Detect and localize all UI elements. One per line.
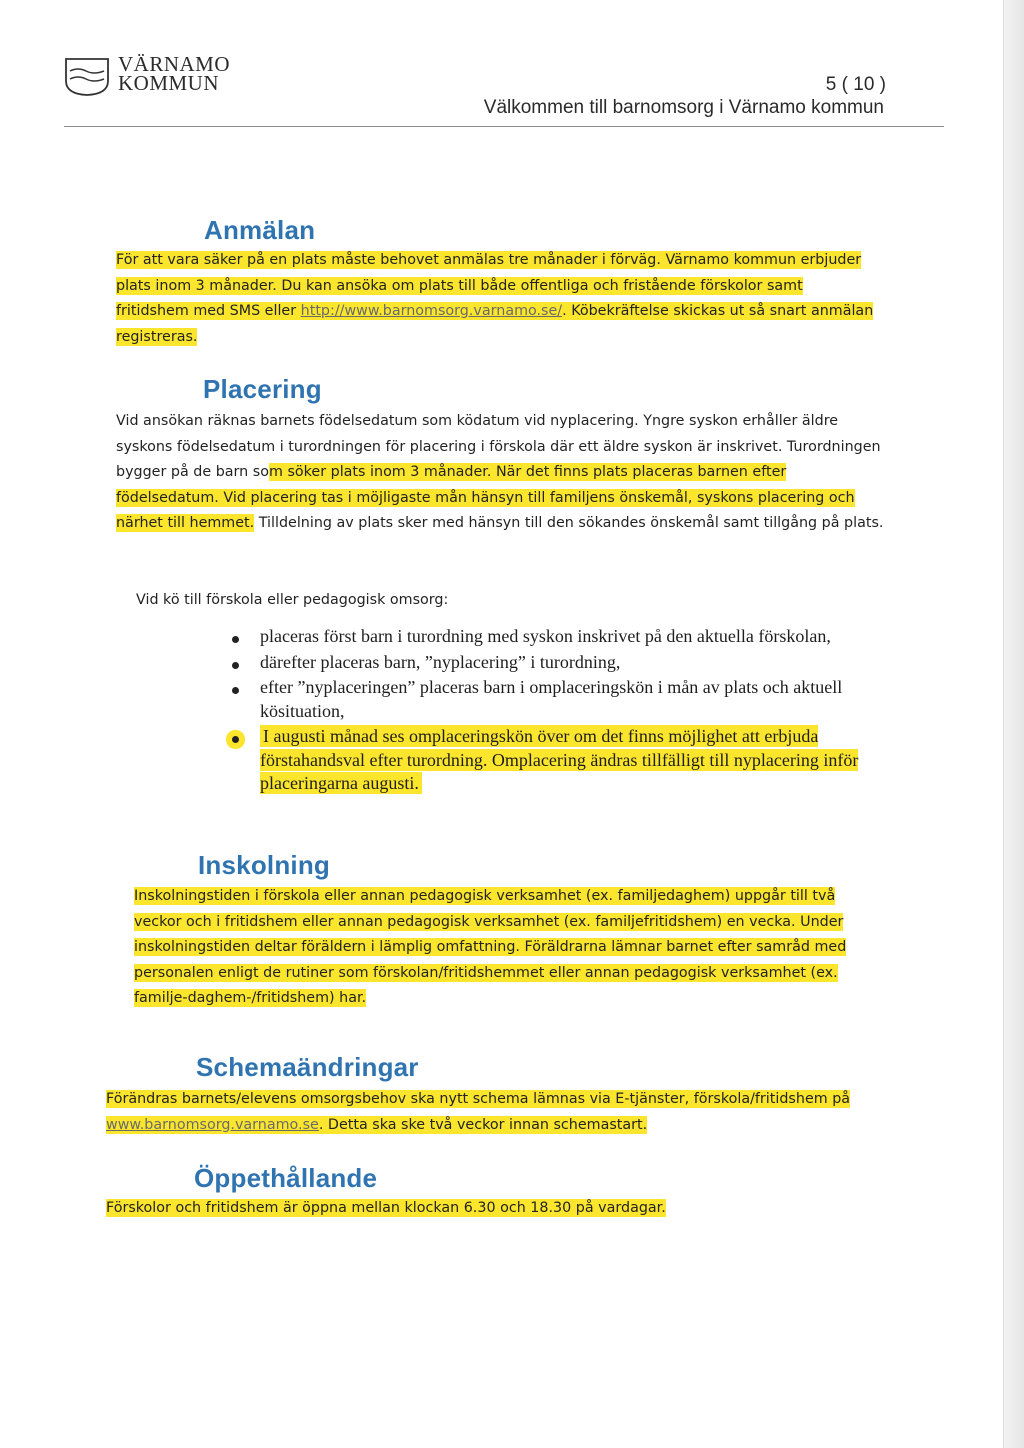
- schema-link[interactable]: www.barnomsorg.varnamo.se: [106, 1116, 319, 1133]
- list-item: placeras först barn i turordning med syskon inskrivet på den aktuella förskolan,: [228, 625, 868, 649]
- page-number: 5 ( 10 ): [825, 74, 886, 95]
- ko-intro: Vid kö till förskola eller pedagogisk omsorg:: [136, 592, 449, 608]
- placering-text-after: Tilldelning av plats sker med hänsyn till den sökandes önskemål samt tillgång på plats.: [254, 515, 884, 531]
- page-edge: [1003, 0, 1024, 1448]
- anmalan-paragraph: [116, 248, 876, 350]
- heading-placering: Placering: [203, 374, 322, 404]
- schema-paragraph: [106, 1087, 876, 1138]
- ko-bullet-list: [228, 625, 868, 798]
- schema-text-1: Förändras barnets/elevens omsorgsbehov ska nytt schema lämnas via E-tjänster, förskola/fritidshem på: [106, 1091, 851, 1107]
- oppethallande-text: Förskolor och fritidshem är öppna mellan klockan 6.30 och 18.30 på vardagar.: [106, 1200, 666, 1216]
- crest-icon: [64, 57, 110, 97]
- anmalan-text-1: För att vara säker på en plats måste behovet anmälas tre månader i förväg. Värnamo kommun erbjuder plats inom 3 månader. Du kan ansöka om plats till både offentliga och fristående förskolor samt fritidshem med SMS eller: [116, 252, 862, 319]
- oppethallande-paragraph: [106, 1196, 906, 1222]
- bullet-icon: [232, 736, 239, 743]
- list-item: därefter placeras barn, ”nyplacering” i turordning,: [228, 651, 868, 675]
- anmalan-link[interactable]: http://www.barnomsorg.varnamo.se/: [300, 303, 563, 319]
- logo-text: [118, 52, 231, 95]
- logo-line-2: KOMMUN: [118, 71, 220, 95]
- placering-text-highlight: m söker plats inom 3 månader. När det finns plats placeras barnen efter födelsedatum. Vid placering tas i möjligaste mån hänsyn till familjens önskemål, syskons placering och närhet till hemmet.: [116, 464, 855, 531]
- list-item: efter ”nyplaceringen” placeras barn i omplaceringskön i mån av plats och aktuell kösituation,: [228, 676, 868, 723]
- placering-text-plain: Vid ansökan räknas barnets födelsedatum som ködatum vid nyplacering. Yngre syskon erhåller äldre syskons födelsedatum i turordningen för placering i förskola där ett äldre syskon är inskrivet. Turordningen bygger på de barn so: [116, 413, 881, 480]
- anmalan-text-2: . Köbekräftelse skickas ut så snart anmälan registreras.: [116, 303, 874, 345]
- header-divider: [64, 126, 944, 127]
- heading-anmalan: Anmälan: [204, 215, 316, 245]
- bullet-icon: [232, 662, 239, 669]
- bullet-icon: [232, 636, 239, 643]
- schema-text-2: . Detta ska ske två veckor innan schemastart.: [318, 1116, 648, 1133]
- list-item: I augusti månad ses omplaceringskön över om det finns möjlighet att erbjuda förstahandsval efter turordning. Omplacering ändras tillfälligt till nyplacering inför placeringarna augusti.: [228, 725, 868, 796]
- heading-schemaandringar: Schemaändringar: [196, 1052, 419, 1082]
- logo-line-1: VÄRNAMO: [118, 52, 231, 76]
- municipality-logo: [64, 52, 244, 105]
- bullet-icon: [232, 687, 239, 694]
- document-title: Välkommen till barnomsorg i Värnamo kommun: [483, 97, 884, 118]
- heading-oppethallande: Öppethållande: [194, 1163, 378, 1193]
- heading-inskolning: Inskolning: [198, 850, 330, 880]
- inskolning-paragraph: [134, 884, 874, 1012]
- inskolning-text: Inskolningstiden i förskola eller annan pedagogisk verksamhet (ex. familjedaghem) uppgår till två veckor och i fritidshem eller annan pedagogisk verksamhet (ex. familjefritidshem) en vecka. Under inskolningstiden deltar föräldern i lämplig omfattning. Föräldrarna lämnar barnet efter samråd med personalen enligt de rutiner som förskolan/fritidshemmet eller annan pedagogisk verksamhet (ex. familje-daghem-/fritidshem) har.: [134, 888, 847, 1006]
- placering-paragraph: [116, 409, 886, 537]
